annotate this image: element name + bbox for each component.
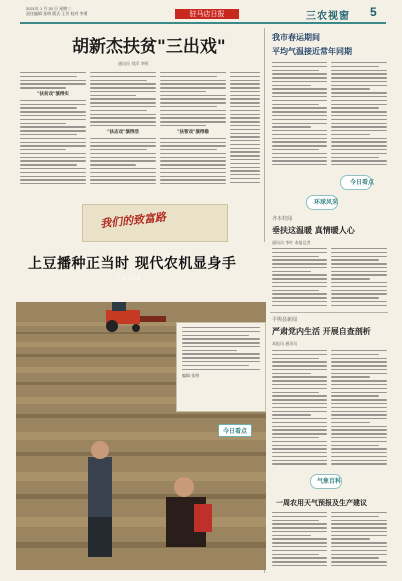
lead-story-column-4: [230, 72, 260, 200]
right-story-3-column-1: [272, 350, 327, 470]
photo-tag: 今日看点: [218, 424, 252, 437]
photo-caption-box: [176, 322, 266, 412]
right-story-1-column-1: [272, 62, 327, 172]
right-story-1-column-2: [331, 62, 387, 172]
lead-story-column-2: [90, 72, 156, 200]
right-story-4-column-2: [331, 512, 387, 572]
right-story-3-kicker: 平舆县新闻: [272, 317, 298, 323]
right-divider-1: [270, 312, 388, 313]
issue-date-line: [26, 6, 88, 16]
lead-story-column-1: [20, 72, 86, 200]
right-story-4-column-1: [272, 512, 327, 572]
paper-logo: 驻马店日报: [175, 9, 239, 19]
caption-credit: 编辑 张明: [182, 372, 200, 378]
right-tag-1: 今日看点: [350, 179, 375, 186]
right-story-1-kicker: 我市春运期间: [272, 32, 320, 42]
editor-credits: 责任编辑 张明 版式 王芳 校对 李勇: [26, 11, 88, 16]
right-tag-3: 气象百科: [317, 478, 342, 485]
lead-story-byline: 通讯员 刘洋 李明: [118, 61, 149, 66]
lead-story-subhead-2: "扶志戏"演得活: [107, 129, 139, 135]
lead-story-subhead-1: "扶贫戏"演得实: [37, 91, 69, 97]
page-number: 5: [370, 5, 377, 19]
right-story-2-column-2: [331, 248, 387, 310]
right-story-1-title: 平均气温接近常年同期: [272, 46, 352, 56]
header-rule: [20, 22, 386, 24]
right-story-3-byline: 本报讯 通讯员: [272, 341, 298, 346]
right-story-2-kicker: 齐木村闻: [272, 216, 293, 222]
right-story-2-title: 垂扶这温暖 真情暖人心: [272, 225, 355, 235]
lead-story-column-3: [160, 72, 226, 200]
right-story-3-title: 严肃党内生活 开展自查剖析: [272, 326, 371, 336]
lead-story-subhead-3: "扶智戏"演得稳: [177, 129, 209, 135]
photo-story-title: 上豆播种正当时 现代农机显身手: [28, 256, 237, 272]
lead-story-title: 胡新杰扶贫"三出戏": [72, 37, 226, 57]
right-story-4-title: 一周农用天气预报及生产建议: [276, 498, 367, 507]
right-tag-2: 环球风采: [314, 199, 339, 206]
right-story-2-column-1: [272, 248, 327, 310]
feature-banner-text: 我们的致富路: [99, 210, 167, 231]
right-story-3-column-2: [331, 350, 387, 470]
farmer-left-figure: [88, 441, 112, 557]
right-story-2-byline: 通讯员 李红 本报记者: [272, 240, 311, 245]
photo-story-byline: 记者 刘洋 摄: [118, 276, 141, 281]
section-title: 三农视窗: [306, 11, 350, 22]
issue-date: 2021年 1 月 20 日 星期三: [26, 6, 72, 11]
